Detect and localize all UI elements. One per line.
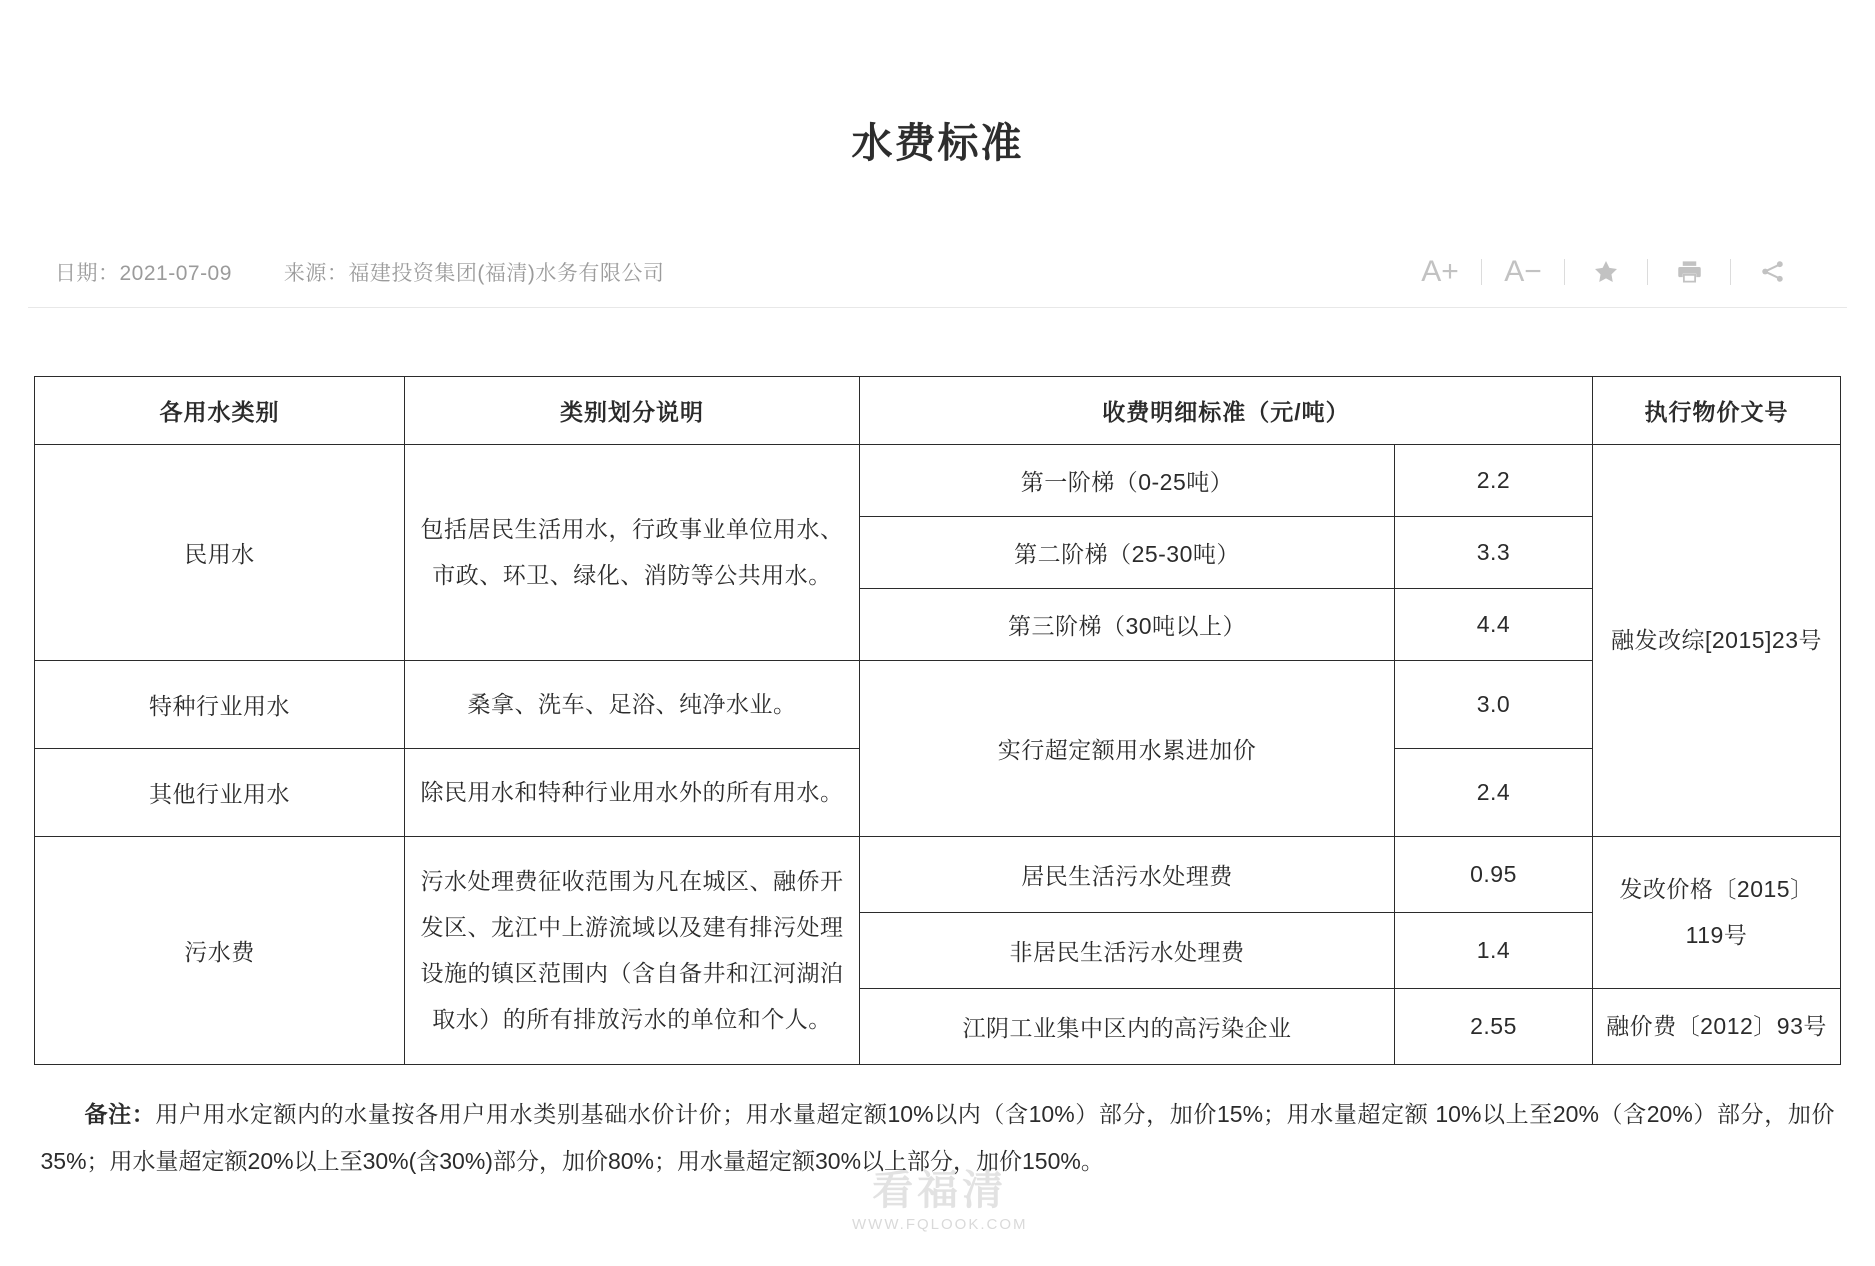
footnote-text: 用户用水定额内的水量按各用户用水类别基础水价计价；用水量超定额10%以内（含10%）部分，加价15%；用水量超定额 10%以上至20%（含20%）部分，加价35%；用水量超定额20%以上至30%(含30%)部分，加价80%；用水量超定额30%以上部分，加价150%。 [40, 1100, 1835, 1174]
header-description: 类别划分说明 [404, 376, 859, 444]
cell-tier-2-price: 3.3 [1394, 516, 1592, 588]
font-decrease-button[interactable]: A− [1504, 254, 1542, 288]
cell-sewage-item-1-label: 居民生活污水处理费 [859, 836, 1394, 912]
cell-tier-1-price: 2.2 [1394, 444, 1592, 516]
cell-surcharge-note: 实行超定额用水累进加价 [859, 660, 1394, 836]
cell-sewage-item-3-price: 2.55 [1394, 988, 1592, 1064]
star-icon[interactable] [1573, 252, 1639, 292]
cell-doc-no-3: 融价费〔2012〕93号 [1593, 988, 1841, 1064]
date-value: 2021-07-09 [119, 261, 232, 285]
toolbar-divider [1564, 259, 1565, 285]
article-page [0, 27, 1875, 1266]
toolbar-divider [1730, 259, 1731, 285]
toolbar-divider [1647, 259, 1648, 285]
cell-doc-no-2: 发改价格〔2015〕119号 [1593, 836, 1841, 988]
article-source [284, 257, 665, 287]
cell-category-sewage: 污水费 [34, 836, 404, 1064]
header-doc-no: 执行物价文号 [1593, 376, 1841, 444]
font-increase-button[interactable]: A+ [1421, 254, 1459, 288]
watermark-url: WWW.FQLOOK.COM [852, 1216, 1028, 1234]
article-meta-bar [0, 237, 1875, 307]
cell-price-other: 2.4 [1394, 748, 1592, 836]
footnote-label: 备注： [84, 1100, 156, 1127]
cell-tier-3-price: 4.4 [1394, 588, 1592, 660]
toolbar-divider [1481, 259, 1482, 285]
cell-category-special: 特种行业用水 [34, 660, 404, 748]
header-category: 各用水类别 [34, 376, 404, 444]
source-value: 福建投资集团(福清)水务有限公司 [348, 261, 665, 285]
cell-tier-3-label: 第三阶梯（30吨以上） [859, 588, 1394, 660]
article-toolbar [1407, 252, 1805, 292]
publish-date [55, 257, 232, 287]
share-icon[interactable] [1739, 252, 1805, 292]
water-fee-table [34, 376, 1841, 1065]
cell-description-sewage: 污水处理费征收范围为凡在城区、融侨开发区、龙江中上游流域以及建有排污处理设施的镇区范围内（含自备井和江河湖泊取水）的所有排放污水的单位和个人。 [404, 836, 859, 1064]
table-row [34, 836, 1840, 912]
meta-info [55, 257, 664, 287]
cell-category-other: 其他行业用水 [34, 748, 404, 836]
cell-description-special: 桑拿、洗车、足浴、纯净水业。 [404, 660, 859, 748]
table-header-row [34, 376, 1840, 444]
cell-sewage-item-2-label: 非居民生活污水处理费 [859, 912, 1394, 988]
cell-description-other: 除民用水和特种行业用水外的所有用水。 [404, 748, 859, 836]
page-title: 水费标准 [851, 120, 1024, 167]
table-footnote [35, 1091, 1841, 1185]
table-row [34, 444, 1840, 516]
cell-description-residential: 包括居民生活用水，行政事业单位用水、市政、环卫、绿化、消防等公共用水。 [404, 444, 859, 660]
watermark-brand: 看福清 [872, 1167, 1008, 1214]
fee-table-container [0, 308, 1875, 1065]
cell-sewage-item-1-price: 0.95 [1394, 836, 1592, 912]
cell-sewage-item-3-label: 江阴工业集中区内的高污染企业 [859, 988, 1394, 1064]
source-label: 来源： [283, 261, 349, 285]
cell-sewage-item-2-price: 1.4 [1394, 912, 1592, 988]
cell-tier-1-label: 第一阶梯（0-25吨） [859, 444, 1394, 516]
cell-doc-no-1: 融发改综[2015]23号 [1593, 444, 1841, 836]
cell-price-special: 3.0 [1394, 660, 1592, 748]
table-row [34, 660, 1840, 748]
header-rate-detail: 收费明细标准（元/吨） [859, 376, 1592, 444]
date-label: 日期： [55, 261, 120, 285]
cell-category-residential: 民用水 [34, 444, 404, 660]
printer-icon[interactable] [1656, 252, 1722, 292]
cell-tier-2-label: 第二阶梯（25-30吨） [859, 516, 1394, 588]
